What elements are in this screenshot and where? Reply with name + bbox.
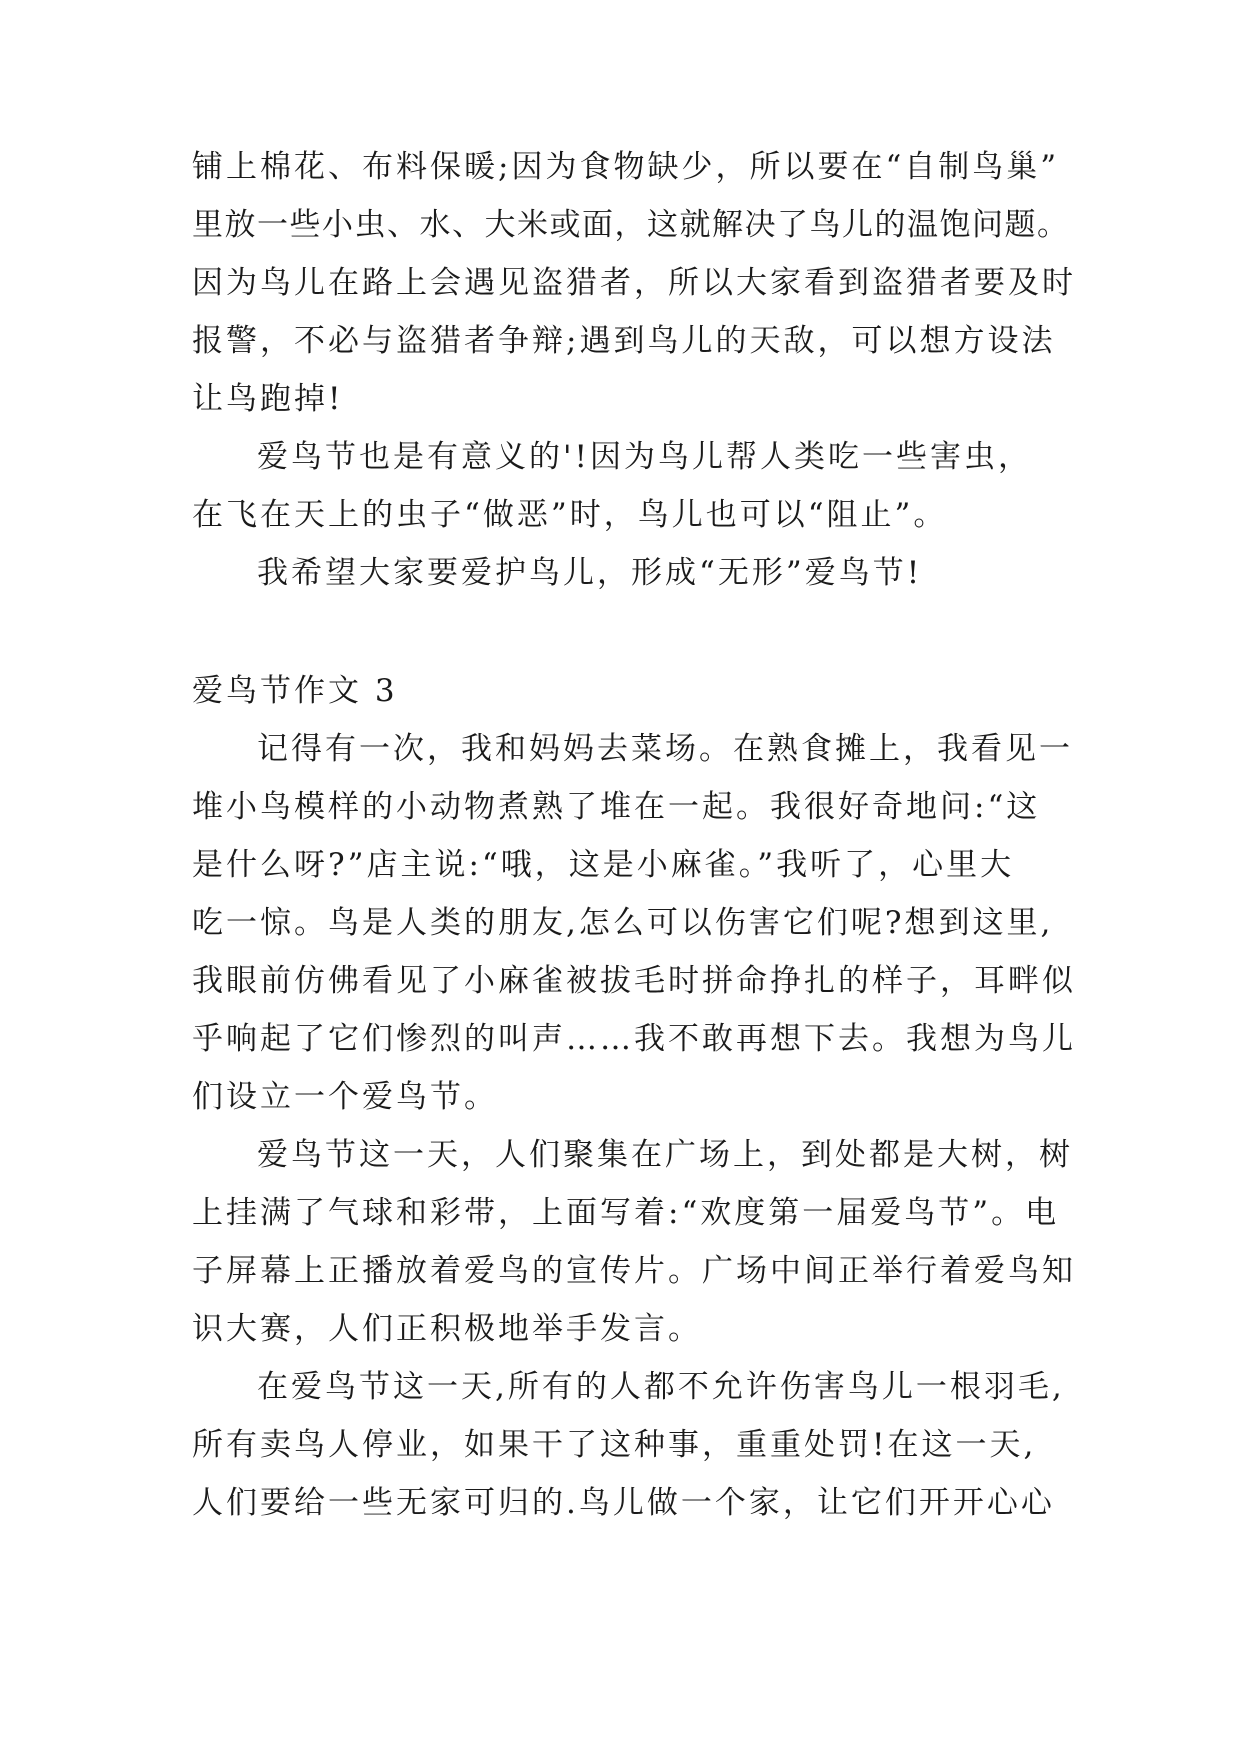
paragraph-line: 吃一惊。鸟是人类的朋友,怎么可以伤害它们呢?想到这里, [192, 905, 1054, 941]
paragraph-line: 子屏幕上正播放着爱鸟的宣传片。广场中间正举行着爱鸟知 [192, 1253, 1076, 1289]
paragraph-line: 乎响起了它们惨烈的叫声……我不敢再想下去。我想为鸟儿 [192, 1021, 1076, 1057]
paragraph-line: 铺上棉花、布料保暖;因为食物缺少，所以要在“自制鸟巢” [192, 149, 1060, 185]
paragraph-line: 记得有一次，我和妈妈去菜场。在熟食摊上，我看见一 [257, 731, 1073, 767]
paragraph-line: 我眼前仿佛看见了小麻雀被拔毛时拼命挣扎的样子，耳畔似 [192, 963, 1076, 999]
paragraph-line: 所有卖鸟人停业，如果干了这种事，重重处罚!在这一天, [192, 1427, 1037, 1463]
paragraph-line: 是什么呀?”店主说:“哦，这是小麻雀。”我听了，心里大 [192, 847, 1015, 883]
paragraph-line: 让鸟跑掉! [192, 381, 344, 417]
paragraph-line: 上挂满了气球和彩带，上面写着:“欢度第一届爱鸟节”。电 [192, 1195, 1060, 1231]
paragraph-line: 在爱鸟节这一天,所有的人都不允许伤害鸟儿一根羽毛, [257, 1369, 1065, 1405]
paragraph-line: 堆小鸟模样的小动物煮熟了堆在一起。我很好奇地问:“这 [192, 789, 1041, 825]
section-title: 爱鸟节作文 3 [192, 673, 398, 709]
paragraph-line: 爱鸟节也是有意义的'!因为鸟儿帮人类吃一些害虫， [257, 439, 1032, 475]
paragraph-line: 识大赛，人们正积极地举手发言。 [192, 1311, 702, 1347]
paragraph-line: 们设立一个爱鸟节。 [192, 1079, 498, 1115]
paragraph-line: 因为鸟儿在路上会遇见盗猎者，所以大家看到盗猎者要及时 [192, 265, 1076, 301]
paragraph-line: 爱鸟节这一天，人们聚集在广场上，到处都是大树，树 [257, 1137, 1073, 1173]
paragraph-line: 里放一些小虫、水、大米或面，这就解决了鸟儿的温饱问题。 [192, 207, 1070, 243]
paragraph-line: 我希望大家要爱护鸟儿，形成“无形”爱鸟节! [257, 555, 923, 591]
paragraph-line: 在飞在天上的虫子“做恶”时，鸟儿也可以“阻止”。 [192, 497, 948, 533]
paragraph-line: 人们要给一些无家可归的.鸟儿做一个家，让它们开开心心 [192, 1485, 1055, 1521]
paragraph-line: 报警，不必与盗猎者争辩;遇到鸟儿的天敌，可以想方设法 [192, 323, 1056, 359]
